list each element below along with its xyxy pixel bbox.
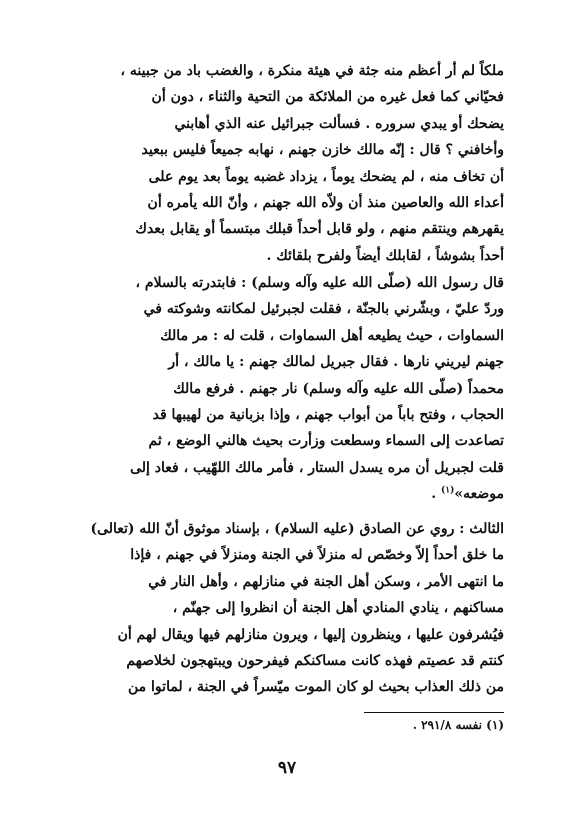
text-line: قال رسول الله (صلّى الله عليه وآله وسلم) : فابتدرته بالسلام ، xyxy=(135,275,504,291)
text-line: السماوات ، حيث يطيعه أهل السماوات ، قلت له : مر مالك xyxy=(160,327,504,344)
text-fragment: موضعه» xyxy=(454,486,504,503)
text-line: من ذلك العذاب بحيث لو كان الموت ميّسراً في الجنة ، لماتوا من xyxy=(128,679,504,696)
paragraph-1 xyxy=(70,58,504,269)
paragraph-3 xyxy=(70,516,504,701)
section-lead: الثالث xyxy=(469,521,504,537)
text-line: فحيّاني كما فعل غيره من الملائكة من التحية والثناء ، دون أن xyxy=(151,89,504,106)
text-line: ما خلق أحداً إلاّ وخصّص له منزلاً في الجنة ومنزلاً في جهنم ، فإذا xyxy=(130,547,504,564)
footnote-divider xyxy=(364,712,504,713)
text-fragment: . xyxy=(431,486,441,503)
text-line: قلت لجبريل أن مره يسدل الستار ، فأمر مالك اللهّيب ، فعاد إلى xyxy=(130,459,504,476)
text-line: وردّ عليّ ، وبشّرني بالجنّة ، فقلت لجبرئيل لمكانته وشوكته في xyxy=(143,301,504,318)
text-line: أن تخاف منه ، لم يضحك يوماً ، يزداد غضبه يوماً بعد يوم على xyxy=(148,168,504,185)
footnote-reference[interactable]: (١) xyxy=(440,485,455,496)
paragraph-2 xyxy=(70,270,504,508)
text-line: أحداً بشوشاً ، لقابلك أيضاً ولفرح بلقائك . xyxy=(266,247,504,264)
text-line: ملكاً لم أر أعظم منه جثة في هيئة منكرة ، والغضب باد من جبينه ، xyxy=(120,63,504,79)
footnote: (١) نفسه ٢٩١/٨ . xyxy=(412,718,504,732)
text-line: محمداً (صلّى الله عليه وآله وسلم) نار جهنم . فرفع مالك xyxy=(173,380,504,397)
text-line: أعداء الله والعاصين منذ أن ولاّه الله جهنم ، وأنّ الله يأمره أن xyxy=(147,195,504,212)
text-line: الحجاب ، وفتح باباً من أبواب جهنم ، وإذا بزبانية من لهيبها قد xyxy=(152,407,504,424)
text-line: جهنم ليريني نارها . فقال جبريل لمالك جهنم : يا مالك ، أر xyxy=(168,354,504,371)
text-line: يضحك أو يبدي سروره . فسألت جبرائيل عنه الذي أهابني xyxy=(174,115,504,132)
text-line: كنتم قد عصيتم فهذه كانت مساكنكم فيفرحون ويبتهجون لخلاصهم xyxy=(126,653,504,670)
text-line: وأخافني ؟ قال : إنّه مالك خازن جهنم ، نهابه جميعاً فليس ببعيد xyxy=(141,142,504,159)
text-line-last xyxy=(70,481,504,507)
text-fragment: : روي عن الصادق (عليه السلام) ، بإسناد موثوق أنّ الله (تعالى) xyxy=(90,521,470,537)
text-line: يقهرهم وينتقم منهم ، ولو قابل أحداً قبلك مبتسماً أو يقابل بعدك xyxy=(135,221,504,238)
text-line: تصاعدت إلى السماء وسطعت وزأرت بحيث هالني الوضع ، ثم xyxy=(148,433,504,450)
text-line: مساكنهم ، ينادي المنادي أهل الجنة أن انظروا إلى جهنّم ، xyxy=(172,600,504,617)
page-number: ٩٧ xyxy=(277,758,297,778)
text-line: ما انتهى الأمر ، وسكن أهل الجنة في منازلهم ، وأهل النار في xyxy=(148,573,504,590)
text-line-first xyxy=(70,516,504,542)
text-line: فيُشرفون عليها ، وينظرون إليها ، ويرون منازلهم فيها ويقال لهم أن xyxy=(117,626,504,643)
